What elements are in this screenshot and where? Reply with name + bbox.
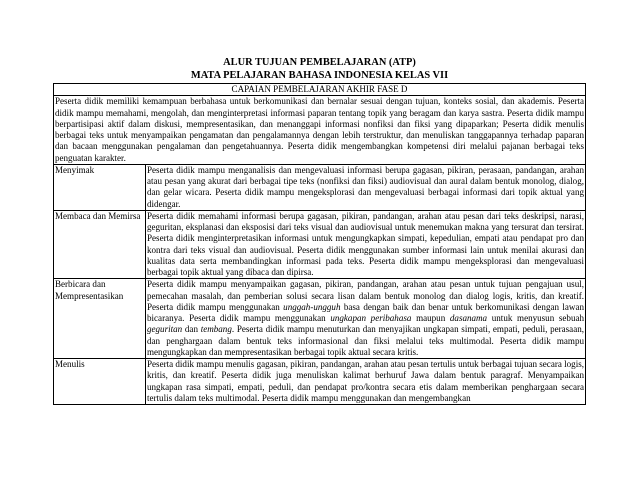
row-text-menyimak: Peserta didik mampu menganalisis dan mengevaluasi informasi berupa gagasan, pikiran, perasaan, pandangan, arahan atau pesan yang akurat dari berbagai tipe teks (nonfiksi dan fiksi) audiovisual dan aural dalam bentuk monolog, dialog, dan gelar wicara. Peserta didik mampu mengeksplorasi dan mengevaluasi berbagai informasi dari topik aktual yang didengar. xyxy=(147,164,584,209)
document-page xyxy=(53,56,586,405)
text-segment: maupun xyxy=(411,313,450,323)
table-row xyxy=(54,210,586,279)
row-text-membaca: Peserta didik memahami informasi berupa gagasan, pikiran, pandangan, arahan atau pesan dari teks deskripsi, narasi, geguritan, eksplanasi dan eksposisi dari teks visual dan audiovisual untuk menemukan makna yang tersurat dan tersirat. Peserta didik menginterpretasikan informasi untuk mengungkapkan simpati, kepedulian, empati atau pendapat pro dan kontra dari teks visual dan audiovisual. Peserta didik menggunakan sumber informasi lain untuk menilai akurasi dan kualitas data serta membandingkan informasi pada teks. Peserta didik mampu mengeksplorasi dan mengevaluasi berbagai topik aktual yang dibaca dan dipirsa. xyxy=(147,210,584,277)
italic-term: dasanama xyxy=(449,313,488,323)
document-title-line-2: MATA PELAJARAN BAHASA INDONESIA KELAS VII xyxy=(190,70,449,81)
table-header-cell: CAPAIAN PEMBELAJARAN AKHIR FASE D xyxy=(54,84,586,96)
text-segment: dan xyxy=(182,324,201,335)
summary-row xyxy=(54,96,586,165)
italic-term: unggah-ungguh xyxy=(283,301,341,312)
table-row xyxy=(54,359,586,405)
italic-term: ungkapan peribahasa xyxy=(330,313,412,323)
table-header-row xyxy=(54,84,586,96)
text-segment: untuk menyusun sebuah xyxy=(487,313,585,323)
text-segment: . Peserta didik mampu menuturkan dan menyajikan ungkapan simpati, empati, peduli, perasaan, dan penghargaan dalam bentuk teks informasional dan fiksi melalui teks multimodal. Peserta didik mampu mengungkapkan dan mempresentasikan berbagai topik aktual secara kritis. xyxy=(147,324,584,357)
atp-table xyxy=(53,83,586,405)
document-title-line-1: ALUR TUJUAN PEMBELAJARAN (ATP) xyxy=(223,57,416,68)
row-label-menulis: Menulis xyxy=(54,359,146,405)
text-segment: basa dengan baik dan benar untuk berkomunikasi dengan lawan bicaranya. Peserta didik mampu menggunakan xyxy=(147,301,585,323)
row-label-berbicara: Berbicara dan Mempresentasikan xyxy=(54,279,146,359)
text-segment: Peserta didik mampu menyampaikan gagasan, pikiran, pandangan, arahan atau pesan untuk tujuan pengajuan usul, pemecahan masalah, dan pemberian solusi secara lisan dalam bentuk monolog dan dialog logis, kritis, dan kreatif. Peserta didik mampu menggunakan xyxy=(147,279,584,312)
row-label-menyimak: Menyimak xyxy=(54,164,146,210)
row-text-menulis: Peserta didik mampu menulis gagasan, pikiran, pandangan, arahan atau pesan tertulis untuk berbagai tujuan secara logis, kritis, dan kreatif. Peserta didik juga menuliskan kalimat berhuruf Jawa dalam bentuk paragraf. Menyampaikan ungkapan rasa simpati, empati, peduli, dan pendapat pro/kontra secara etis dalam memberikan penghargaan secara tertulis dalam teks multimodal. Peserta didik mampu menggunakan dan mengembangkan xyxy=(147,359,584,403)
row-label-membaca: Membaca dan Memirsa xyxy=(54,210,146,279)
summary-cell: Peserta didik memiliki kemampuan berbahasa untuk berkomunikasi dan bernalar sesuai dengan tujuan, konteks sosial, dan akademis. Peserta didik mampu memahami, mengolah, dan menginterpretasi informasi paparan tentang topik yang beragam dan karya sastra. Peserta didik mampu berpartisipasi aktif dalam diskusi, mempresentasikan, dan menanggapi informasi nonfiksi dan fiksi yang dipaparkan; Peserta didik menulis berbagai teks untuk menyampaikan pengamatan dan pengalamannya dengan lebih terstruktur, dan menuliskan tanggapannya terhadap paparan dan bacaan menggunakan pengalaman dan pengetahuannya. Peserta didik mengembangkan kompetensi diri melalui pajanan berbagai teks penguatan karakter. xyxy=(55,96,584,163)
table-row xyxy=(54,279,586,359)
table-row xyxy=(54,164,586,210)
italic-term: tembang xyxy=(200,324,232,335)
italic-term: geguritan xyxy=(147,324,183,335)
row-text-berbicara xyxy=(146,279,586,359)
